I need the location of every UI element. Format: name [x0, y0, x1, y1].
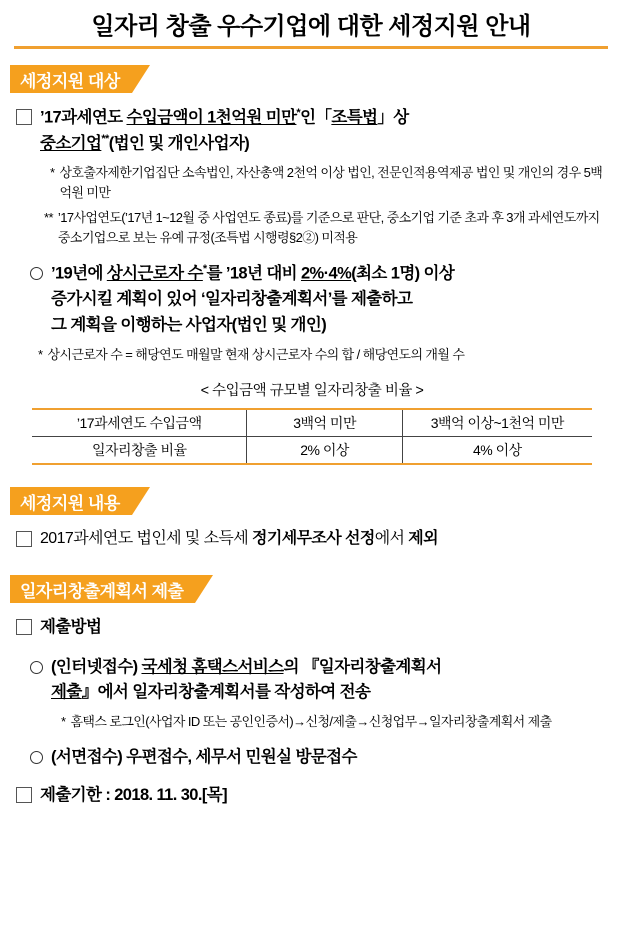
t2-l1-a: ’19년에 [51, 264, 107, 283]
deadline-value: 2018. 11. 30.[목] [114, 785, 227, 804]
banner-tail-shape [132, 65, 150, 93]
target-item-1-line-2 [40, 131, 608, 157]
section-banner-target [10, 65, 622, 93]
table-row [32, 409, 592, 437]
target-item-2 [16, 261, 608, 338]
section-banner-content [10, 487, 622, 515]
c1-a: 2017과세연도 법인세 및 소득세 [40, 530, 252, 548]
target-note-2 [40, 208, 608, 247]
submission-offline-text [51, 745, 608, 771]
t2-l1-e: (최소 1명) 이상 [351, 264, 455, 283]
t1-l1-c: 인「 [300, 108, 332, 127]
banner-tail-shape [195, 575, 213, 603]
bullet-circle-icon [30, 267, 43, 280]
target-item-2-line-2: 증가시킬 계획이 있어 ‘일자리창출계획서’를 제출하고 [51, 290, 413, 309]
table-cell: 4% 이상 [402, 437, 592, 465]
note-mark: ** [44, 210, 53, 226]
on-b: 국세청 홈택스서비스 [141, 657, 284, 676]
table-cell: 일자리창출 비율 [32, 437, 247, 465]
target-item-2-line-3: 그 계획을 이행하는 사업자(법인 및 개인) [51, 315, 327, 334]
note-text: ’17사업연도(’17년 1~12월 중 사업연도 종료)를 기준으로 판단, 중소기업 기준 초과 후 3개 과세연도까지 중소기업으로 보는 유예 규정(조특법 시행령§2②) 미적용 [57, 210, 600, 245]
note-mark: * [61, 713, 66, 729]
bullet-circle-icon [30, 661, 43, 674]
submission-heading-text: 제출방법 [40, 618, 102, 637]
submission-online-line-1 [51, 655, 608, 681]
note-text: 상시근로자 수 = 해당연도 매월말 현재 상시근로자 수의 합 / 해당연도의 개월 수 [47, 347, 465, 363]
target-item-1 [16, 105, 608, 247]
c1-d: 제외 [408, 530, 438, 548]
table-cell: 3백억 이상~1천억 미만 [402, 409, 592, 437]
table-cell: 2% 이상 [247, 437, 402, 465]
off-a: (서면접수) [51, 748, 127, 767]
page-title: 일자리 창출 우수기업에 대한 세정지원 안내 [91, 13, 531, 40]
t1-l1-e: 」상 [377, 108, 409, 127]
content-item-1 [16, 527, 608, 551]
table-cell: ’17과세연도 수입금액 [32, 409, 247, 437]
rate-table [32, 408, 592, 465]
title-block [14, 6, 608, 49]
t2-l1-b: 상시근로자 수 [106, 264, 203, 283]
on-d: 제출 [51, 683, 82, 702]
section-banner-label: 세정지원 대상 [10, 65, 132, 93]
t1-l1-d: 조특법 [331, 108, 378, 127]
table-row [32, 437, 592, 465]
checkbox-square-icon [16, 787, 32, 803]
t1-l1-b: 수입금액이 1천억원 미만 [126, 108, 297, 127]
c1-c: 에서 [374, 530, 409, 548]
t1-l1-a: ’17과세연도 [40, 108, 127, 127]
note-text: 상호출자제한기업집단 소속법인, 자산총액 2천억 이상 법인, 전문인적용역제공 법인 및 개인의 경우 5백억원 미만 [59, 165, 603, 200]
table-caption: < 수입금액 규모별 일자리창출 비율 > [200, 383, 424, 400]
note-mark: * [50, 165, 55, 181]
submission-online [16, 655, 608, 732]
t1-l2-sup: ** [101, 133, 109, 146]
checkbox-square-icon [16, 619, 32, 635]
section-banner-label: 일자리창출계획서 제출 [10, 575, 195, 603]
content-item-1-text [40, 527, 608, 551]
t1-l1-sup: * [296, 107, 301, 119]
c1-b: 정기세무조사 선정 [252, 530, 375, 548]
note-mark: * [38, 347, 43, 363]
checkbox-square-icon [16, 109, 32, 125]
submission-online-note [51, 712, 608, 732]
t2-l1-sup: * [202, 263, 207, 276]
submission-deadline [16, 783, 608, 809]
submission-online-line-2 [51, 680, 608, 706]
target-note-3 [38, 346, 608, 365]
submission-offline [16, 745, 608, 771]
target-note-1 [40, 163, 608, 202]
submission-content [16, 615, 608, 808]
table-cell: 3백억 미만 [247, 409, 402, 437]
target-item-1-line-1 [40, 105, 608, 131]
t2-l1-c: 를 ’18년 대비 [206, 264, 301, 283]
on-a: (인터넷접수) [51, 657, 142, 676]
submission-method-heading [16, 615, 608, 641]
bullet-circle-icon [30, 751, 43, 764]
deadline-label: 제출기한 : [40, 785, 115, 804]
note-text: 홈택스 로그인(사업자 ID 또는 공인인증서)→신청/제출→신청업무→일자리창출계획서 제출 [70, 713, 552, 729]
section-banner-submission [10, 575, 622, 603]
off-b: 우편접수, 세무서 민원실 방문접수 [126, 748, 357, 767]
submission-deadline-text [40, 783, 608, 809]
t1-l2-a: 중소기업 [40, 134, 102, 153]
section-banner-label: 세정지원 내용 [10, 487, 132, 515]
t2-l1-d: 2%·4% [300, 264, 352, 283]
banner-tail-shape [132, 487, 150, 515]
t1-l2-b: (법인 및 개인사업자) [108, 134, 250, 153]
target-content [16, 105, 608, 465]
support-content [16, 527, 608, 551]
target-item-2-line-1 [51, 261, 608, 287]
on-c: 의 『일자리창출계획서 [283, 657, 442, 676]
on-e: 』에서 일자리창출계획서를 작성하여 전송 [81, 683, 371, 702]
checkbox-square-icon [16, 531, 32, 547]
document-page [0, 6, 622, 940]
